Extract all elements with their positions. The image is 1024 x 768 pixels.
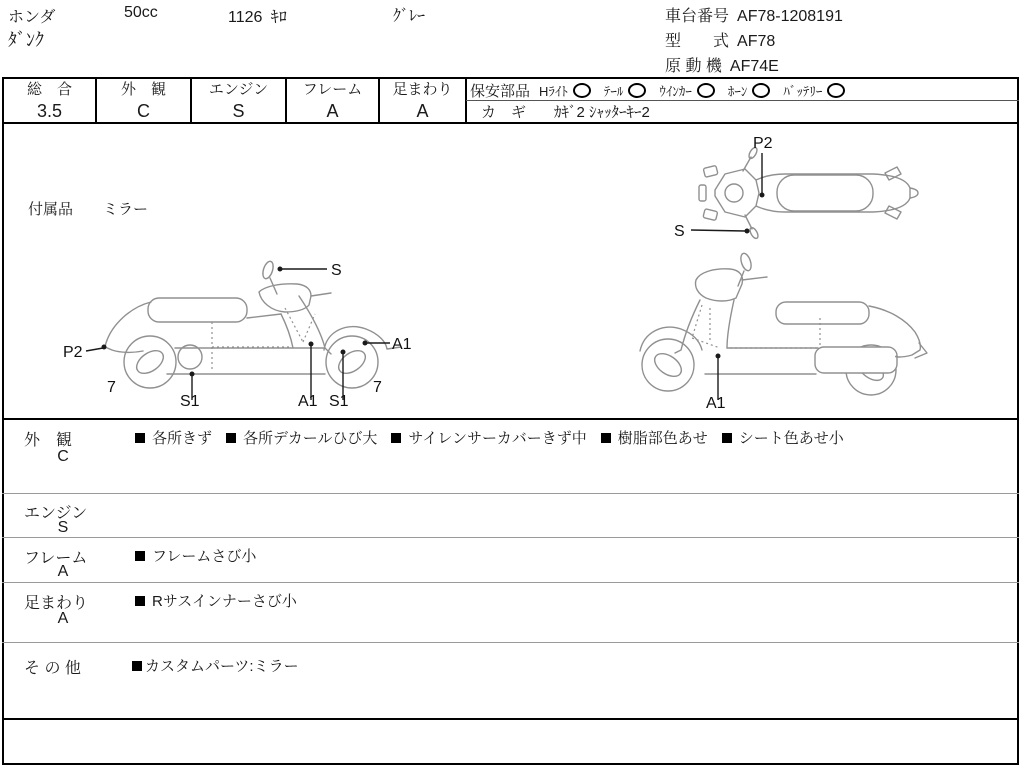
safety-part-battery-label: ﾊﾞｯﾃﾘｰ — [783, 83, 823, 99]
mileage-unit: ｷﾛ — [270, 9, 287, 26]
detail-label: 外 観 — [24, 432, 73, 449]
safety-part-headlight-label: Hﾗｲﾄ — [539, 83, 568, 99]
rating-overall-label: 総 合 — [26, 81, 72, 98]
note-text: シート色あせ小 — [738, 430, 844, 447]
rating-undercarriage-value: A — [416, 101, 429, 121]
rating-exterior — [97, 79, 190, 122]
detail-label: そ の 他 — [24, 660, 81, 677]
safety-part-tail — [604, 81, 647, 100]
rating-engine-label: エンジン — [208, 81, 269, 98]
note-text: 各所きず — [152, 430, 213, 447]
scooter-right-side-diagram — [630, 250, 960, 410]
annotation-s1-right: S1 — [329, 393, 349, 410]
accessories-value: ミラー — [103, 201, 149, 218]
note-text: 各所デカールひび大 — [243, 430, 378, 447]
annotation-s: S — [331, 262, 342, 279]
rating-overall — [4, 79, 95, 122]
note-item — [601, 427, 708, 448]
status-circle-icon — [573, 83, 591, 98]
rating-engine-value: S — [232, 101, 245, 121]
model-name: ﾀﾞﾝｸ — [8, 30, 44, 50]
engine-code-line — [665, 54, 843, 79]
note-text: フレームさび小 — [152, 548, 257, 565]
rating-frame-value: A — [326, 101, 339, 121]
note-text: カスタムパーツ:ミラー — [145, 658, 299, 675]
annotation-a1-bottom: A1 — [298, 393, 318, 410]
note-bullet-icon — [132, 661, 142, 671]
detail-label: エンジン — [24, 505, 88, 522]
note-item — [226, 427, 377, 448]
detail-grade: A — [57, 610, 69, 627]
detail-grade: S — [57, 519, 69, 536]
rating-overall-value: 3.5 — [36, 101, 63, 121]
note-item — [135, 545, 256, 566]
annotation-s1-left: S1 — [180, 393, 200, 410]
note-item — [722, 427, 844, 448]
rating-frame — [287, 79, 378, 122]
annotation-a1-right: A1 — [392, 336, 412, 353]
note-item — [391, 427, 586, 448]
engine-code-value: AF74E — [729, 58, 779, 75]
detail-notes — [135, 590, 311, 611]
note-bullet-icon — [226, 433, 236, 443]
model-code-value: AF78 — [737, 33, 776, 50]
chassis-number-line — [665, 4, 843, 29]
note-bullet-icon — [135, 596, 145, 606]
annotation-a1: A1 — [706, 395, 726, 410]
detail-label: 足まわり — [24, 595, 89, 612]
mileage-value: 1126 — [228, 9, 263, 26]
note-text: サイレンサーカバーきず中 — [408, 430, 587, 447]
detail-grade: C — [57, 448, 69, 465]
note-bullet-icon — [135, 551, 145, 561]
note-item — [135, 427, 212, 448]
safety-part-battery — [783, 81, 845, 100]
rating-exterior-value: C — [137, 101, 150, 121]
safety-part-winker — [659, 81, 715, 100]
detail-notes — [135, 545, 270, 566]
safety-parts-row — [470, 80, 845, 100]
annotation-seven-right: 7 — [373, 379, 382, 396]
annotation-p2: P2 — [753, 135, 773, 152]
note-bullet-icon — [135, 433, 145, 443]
chassis-number-value: AF78-1208191 — [737, 8, 843, 25]
mileage — [228, 4, 287, 27]
detail-grade: A — [57, 563, 69, 580]
key-value: ｶｷﾞ2 ｼｬｯﾀｰｷｰ2 — [554, 104, 650, 121]
maker-name: ホンダ — [8, 9, 56, 26]
note-text: 樹脂部色あせ — [617, 430, 708, 447]
rating-undercarriage — [380, 79, 465, 122]
rating-exterior-label: 外 観 — [120, 81, 166, 98]
detail-notes — [132, 655, 313, 676]
vehicle-id-block — [665, 4, 843, 79]
key-label: カ ギ — [481, 104, 527, 121]
note-text: Rサスインナーさび小 — [152, 593, 297, 610]
status-circle-icon — [752, 83, 770, 98]
model-code-line — [665, 29, 843, 54]
note-item — [132, 655, 299, 676]
chassis-number-label: 車台番号 — [665, 8, 730, 25]
safety-part-winker-label: ｳｲﾝｶｰ — [659, 83, 692, 99]
body-color: ｸﾞﾚｰ — [393, 8, 426, 25]
safety-part-horn-label: ﾎｰﾝ — [727, 83, 748, 99]
status-circle-icon — [628, 83, 646, 98]
safety-part-tail-label: ﾃｰﾙ — [603, 83, 624, 99]
status-circle-icon — [697, 83, 715, 98]
annotation-s: S — [674, 223, 685, 240]
rating-undercarriage-label: 足まわり — [392, 81, 453, 98]
note-bullet-icon — [601, 433, 611, 443]
detail-label: フレーム — [24, 550, 88, 567]
note-bullet-icon — [722, 433, 732, 443]
safety-part-headlight — [539, 81, 591, 100]
safety-parts-label: 保安部品 — [470, 82, 531, 100]
rating-engine — [192, 79, 285, 122]
accessories-label: 付属品 — [28, 201, 74, 218]
model-code-label: 型 式 — [665, 33, 730, 50]
scooter-top-view-diagram — [655, 128, 955, 253]
status-circle-icon — [827, 83, 845, 98]
scooter-left-side-diagram — [55, 250, 420, 410]
key-row — [481, 102, 650, 121]
annotation-seven-left: 7 — [107, 379, 116, 396]
detail-notes — [135, 427, 858, 448]
annotation-p2: P2 — [63, 344, 83, 361]
safety-part-horn — [728, 81, 771, 100]
note-bullet-icon — [391, 433, 401, 443]
rating-frame-label: フレーム — [302, 81, 363, 98]
engine-code-label: 原 動 機 — [665, 58, 722, 75]
note-item — [135, 590, 297, 611]
displacement: 50cc — [124, 4, 158, 21]
